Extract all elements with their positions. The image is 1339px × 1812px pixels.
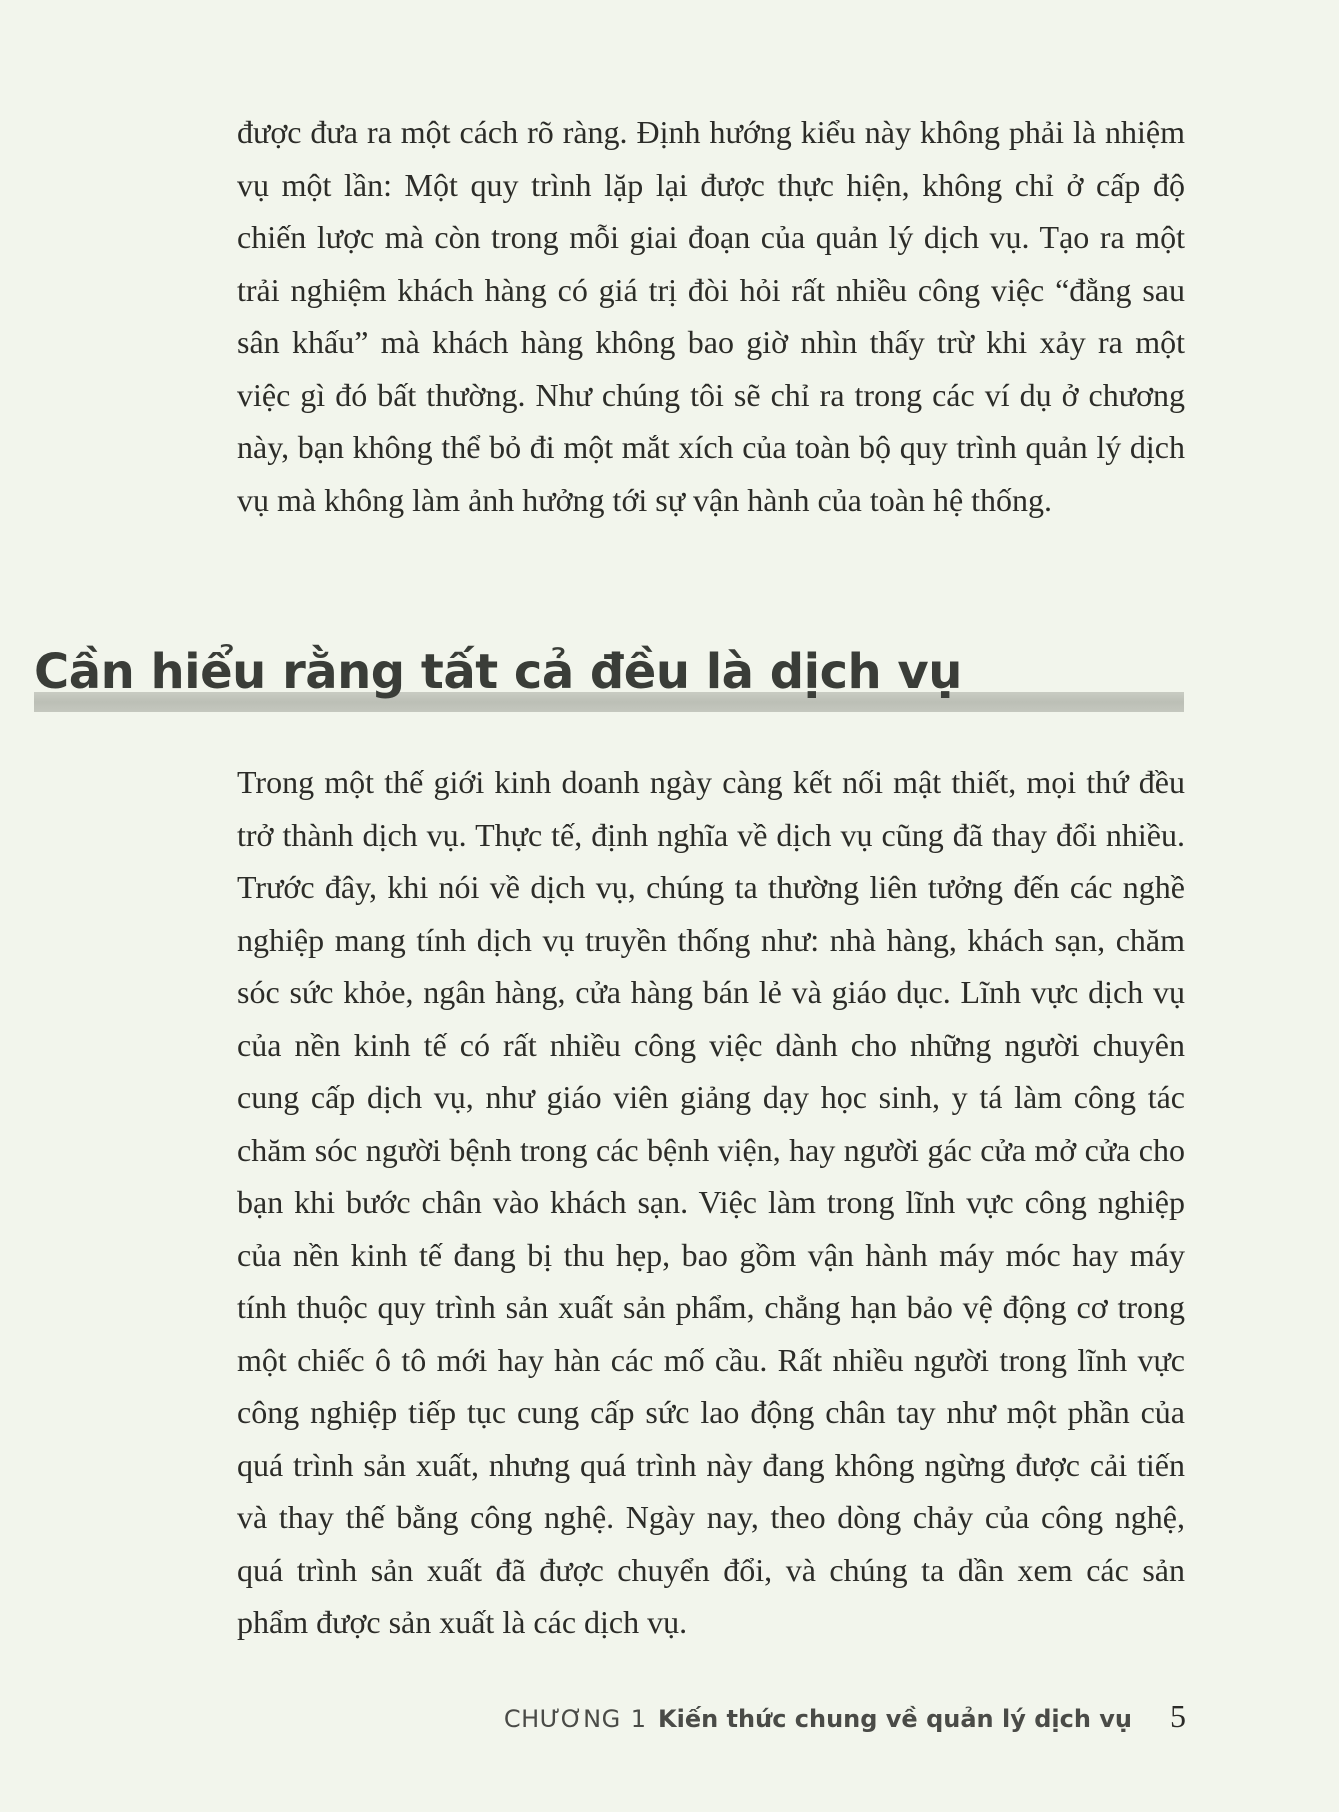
chapter-title: Kiến thức chung về quản lý dịch vụ [658, 1705, 1132, 1733]
body-paragraph-continued: được đưa ra một cách rõ ràng. Định hướng kiểu này không phải là nhiệm vụ một lần: Một quy trình lặp lại được thực hiện, không chỉ ở cấp độ chiến lược mà còn trong mỗi giai đoạn của quản lý dịch vụ. Tạo ra một trải nghiệm khách hàng có giá trị đòi hỏi rất nhiều công việc “đằng sau sân khấu” mà khách hàng không bao giờ nhìn thấy trừ khi xảy ra một việc gì đó bất thường. Như chúng tôi sẽ chỉ ra trong các ví dụ ở chương này, bạn không thể bỏ đi một mắt xích của toàn bộ quy trình quản lý dịch vụ mà không làm ảnh hưởng tới sự vận hành của toàn hệ thống. [237, 114, 1185, 518]
section-heading-block [34, 636, 1184, 716]
page-number: 5 [1170, 1698, 1186, 1734]
body-paragraph: Trong một thế giới kinh doanh ngày càng kết nối mật thiết, mọi thứ đều trở thành dịch vụ. Thực tế, định nghĩa về dịch vụ cũng đã thay đổi nhiều. Trước đây, khi nói về dịch vụ, chúng ta thường liên tưởng đến các nghề nghiệp mang tính dịch vụ truyền thống như: nhà hàng, khách sạn, chăm sóc sức khỏe, ngân hàng, cửa hàng bán lẻ và giáo dục. Lĩnh vực dịch vụ của nền kinh tế có rất nhiều công việc dành cho những người chuyên cung cấp dịch vụ, như giáo viên giảng dạy học sinh, y tá làm công tác chăm sóc người bệnh trong các bệnh viện, hay người gác cửa mở cửa cho bạn khi bước chân vào khách sạn. Việc làm trong lĩnh vực công nghiệp của nền kinh tế đang bị thu hẹp, bao gồm vận hành máy móc hay máy tính thuộc quy trình sản xuất sản phẩm, chẳng hạn bảo vệ động cơ trong một chiếc ô tô mới hay hàn các mố cầu. Rất nhiều người trong lĩnh vực công nghiệp tiếp tục cung cấp sức lao động chân tay như một phần của quá trình sản xuất, nhưng quá trình này đang không ngừng được cải tiến và thay thế bằng công nghệ. Ngày nay, theo dòng chảy của công nghệ, quá trình sản xuất đã được chuyển đổi, và chúng ta dần xem các sản phẩm được sản xuất là các dịch vụ. [237, 764, 1185, 1640]
page-footer [504, 1698, 1186, 1735]
chapter-label: CHƯƠNG [503, 1705, 621, 1733]
section-heading: Cần hiểu rằng tất cả đều là dịch vụ [34, 644, 962, 700]
chapter-number: 1 [630, 1705, 646, 1733]
